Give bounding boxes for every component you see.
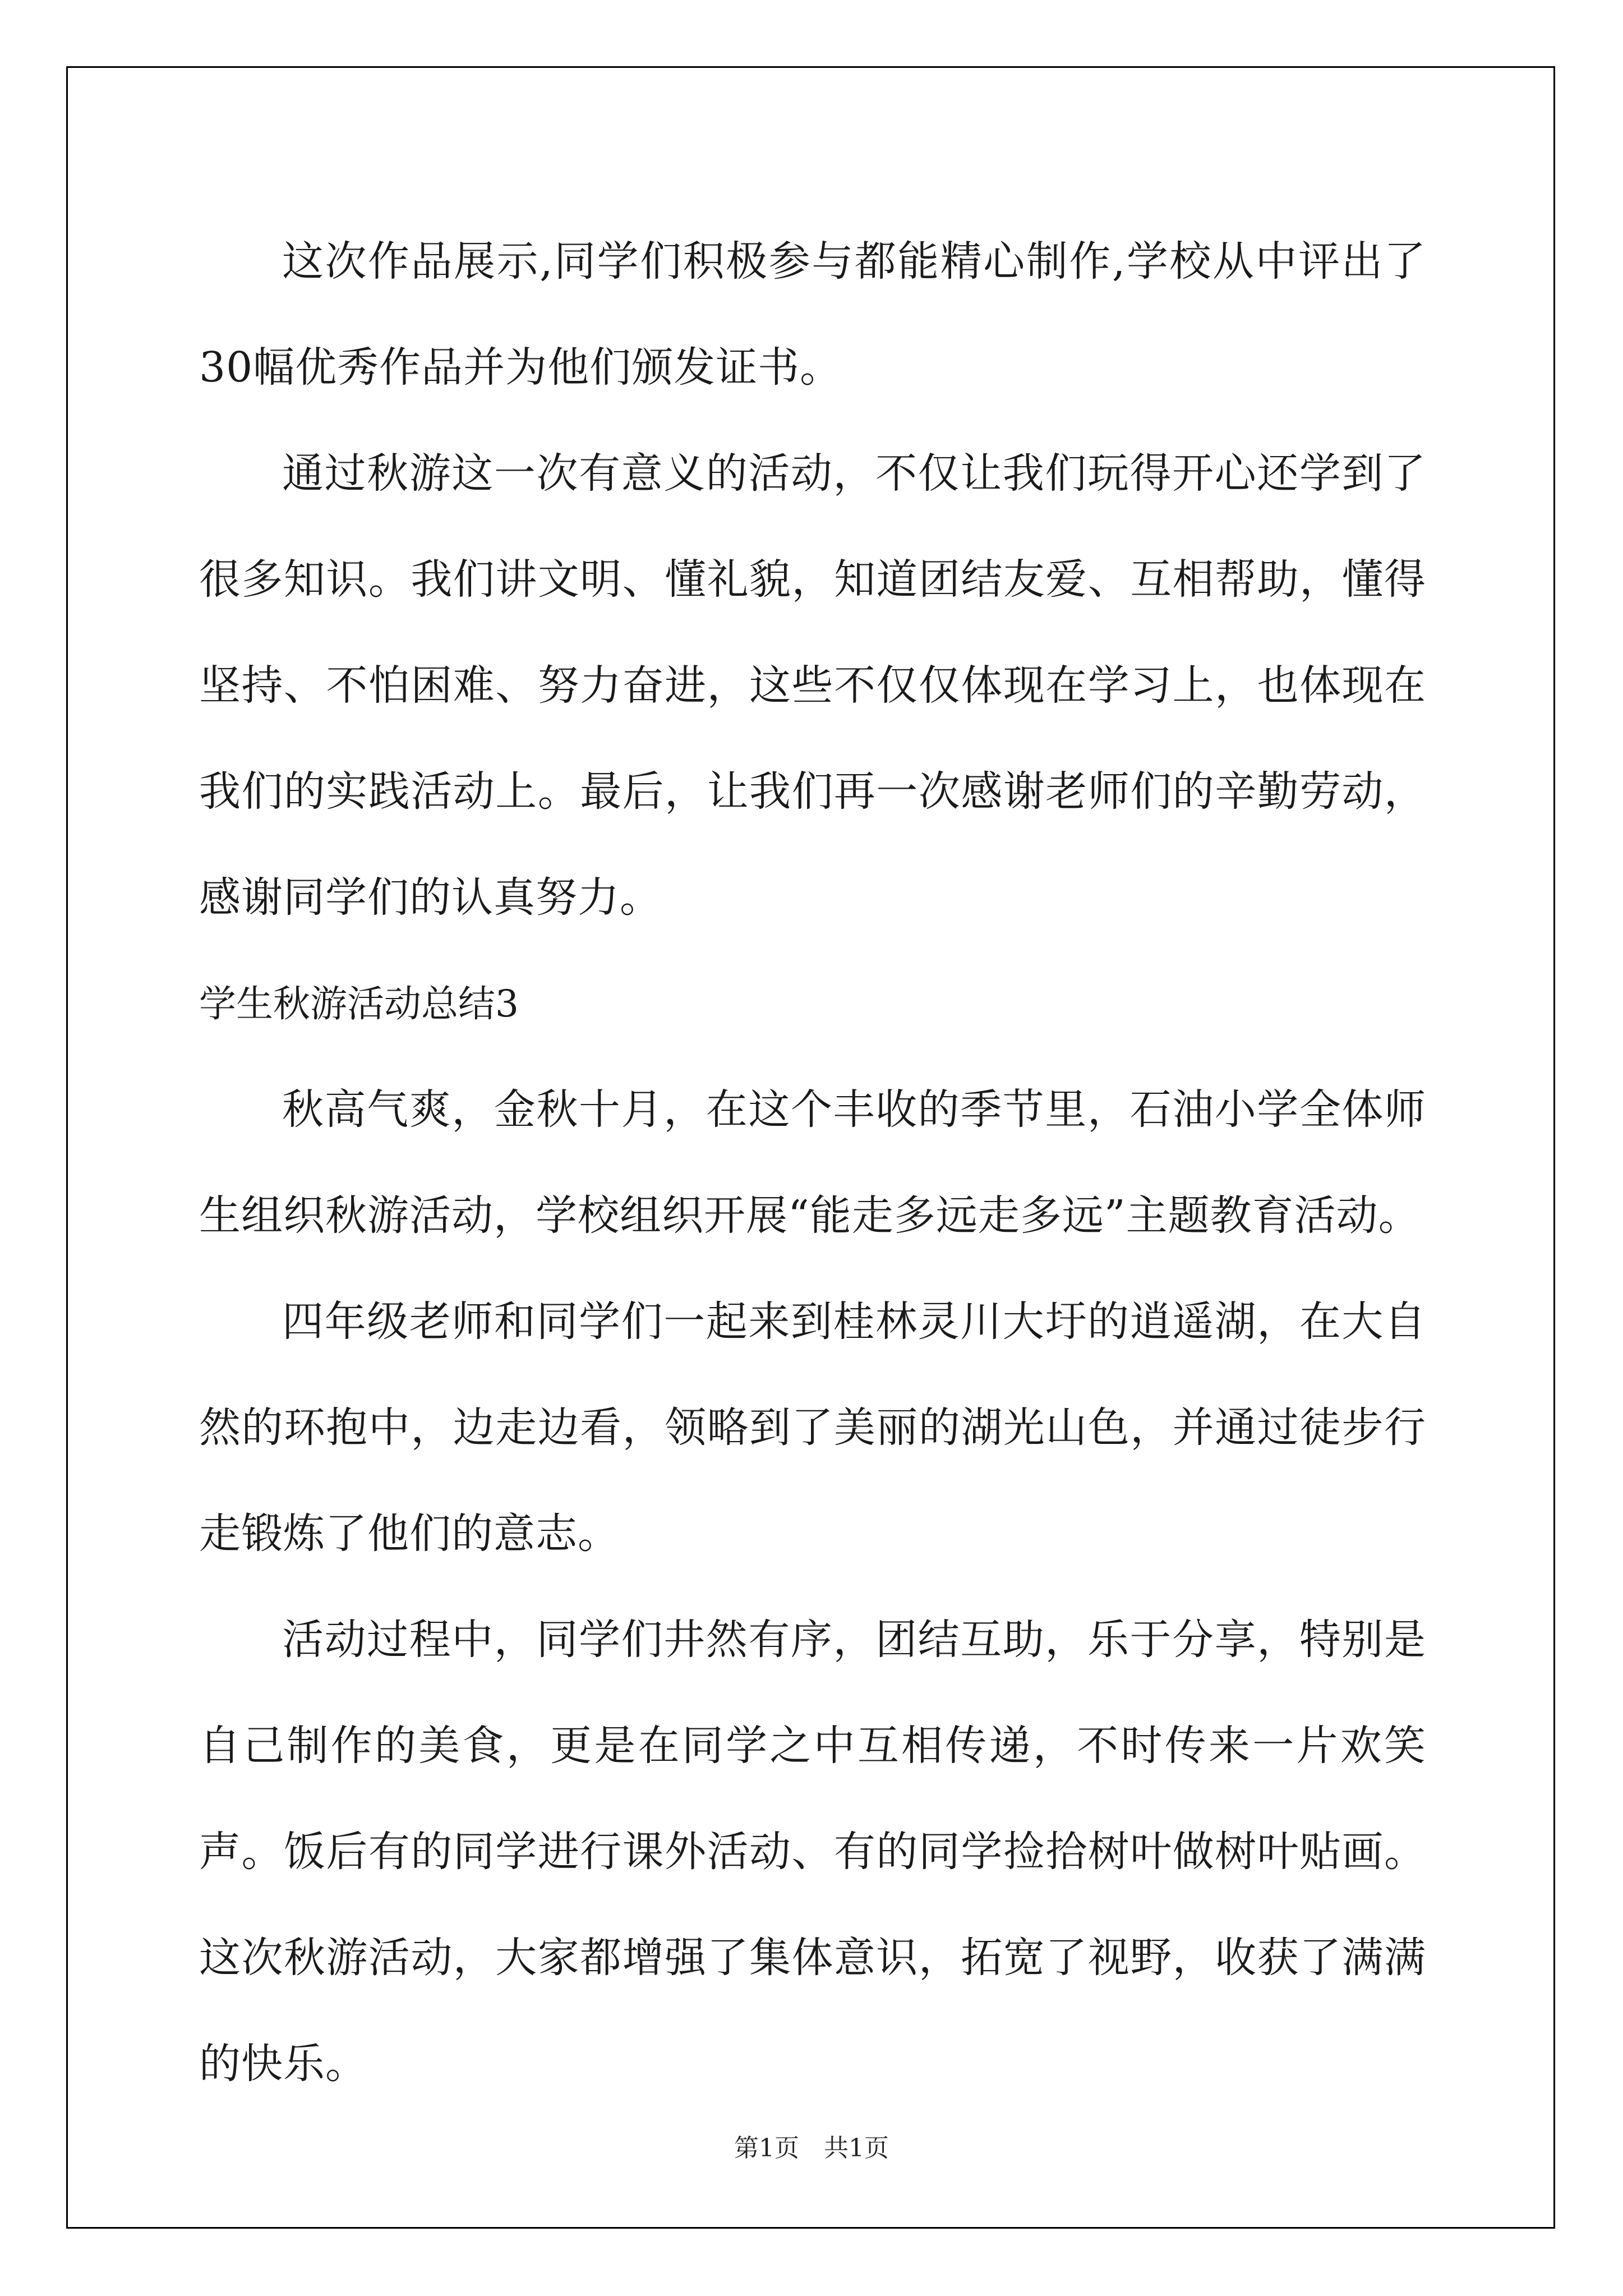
- paragraph-autumn-intro: 秋高气爽，金秋十月，在这个丰收的季节里，石油小学全体师生组织秋游活动，学校组织开展“能走多远走多远”主题教育活动。: [199, 1085, 1426, 1240]
- page-footer: 第1页 共1页: [734, 2134, 889, 2162]
- paragraph-certificates: 这次作品展示,同学们积极参与都能精心制作,学校从中评出了30幅优秀作品并为他们颁发证书。: [199, 237, 1426, 392]
- document-body: [199, 209, 1426, 2117]
- section-heading: 学生秋游活动总结3: [199, 982, 519, 1025]
- paragraph-activity-process: 活动过程中，同学们井然有序，团结互助，乐于分享，特别是自己制作的美食，更是在同学之中互相传递，不时传来一片欢笑声。饭后有的同学进行课外活动、有的同学捡拾树叶做树叶贴画。这次秋游活动，大家都增强了集体意识，拓宽了视野，收获了满满的快乐。: [199, 1616, 1426, 2088]
- paragraph-autumn-trip-lessons: 通过秋游这一次有意义的活动，不仅让我们玩得开心还学到了很多知识。我们讲文明、懂礼貌，知道团结友爱、互相帮助，懂得坚持、不怕困难、努力奋进，这些不仅仅体现在学习上，也体现在我们的实践活动上。最后，让我们再一次感谢老师们的辛勤劳动，感谢同学们的认真努力。: [199, 449, 1426, 922]
- paragraph-grade-four-trip: 四年级老师和同学们一起来到桂林灵川大圩的逍遥湖，在大自然的环抱中，边走边看，领略到了美丽的湖光山色，并通过徒步行走锻炼了他们的意志。: [199, 1297, 1426, 1558]
